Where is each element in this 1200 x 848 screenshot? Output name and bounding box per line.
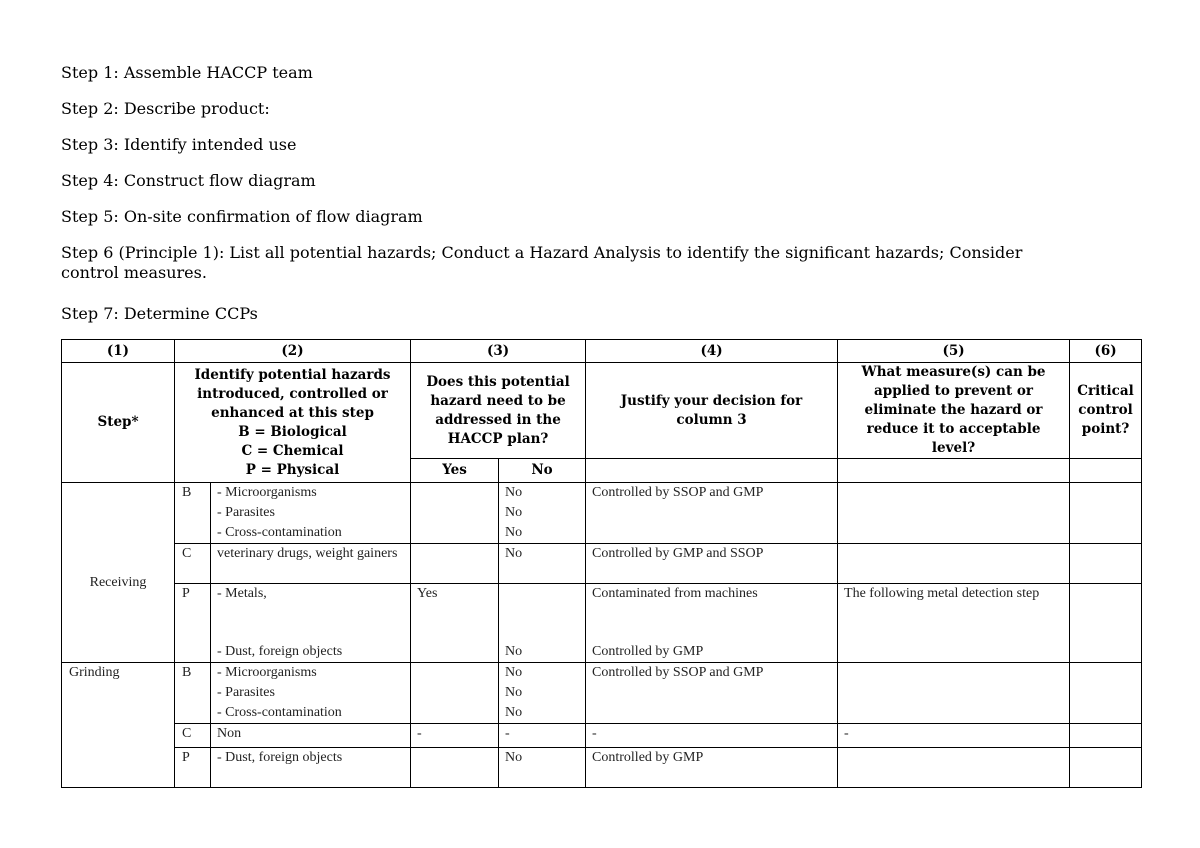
category-p: P [175, 748, 211, 788]
header-measure: What measure(s) can be applied to prevent or eliminate the hazard or reduce it to acceptable level? [838, 363, 1070, 459]
measure-cell: - [838, 724, 1070, 748]
header-ccp-blank [1070, 459, 1142, 483]
yes-cell [411, 663, 499, 724]
justify-cell: Controlled by SSOP and GMP [586, 663, 838, 724]
header-addressed: Does this potential hazard need to be addressed in the HACCP plan? [411, 363, 586, 459]
justify-cell: Controlled by SSOP and GMP [586, 483, 838, 544]
justify-cell: - [586, 724, 838, 748]
col-number-2: (2) [175, 340, 411, 363]
table-row [62, 483, 1142, 544]
col-number-5: (5) [838, 340, 1070, 363]
measure-cell [838, 483, 1070, 544]
header-no: No [499, 459, 586, 483]
header-step: Step* [62, 363, 175, 483]
category-b: B [175, 663, 211, 724]
yes-cell [411, 748, 499, 788]
ccp-cell [1070, 748, 1142, 788]
hazard-analysis-table [61, 339, 1142, 788]
table-row [62, 748, 1142, 788]
ccp-cell [1070, 483, 1142, 544]
header-justify: Justify your decision for column 3 [586, 363, 838, 459]
step-5: Step 5: On-site confirmation of flow diagram [61, 207, 423, 226]
justify-cell: Contaminated from machines Controlled by GMP [586, 584, 838, 663]
hazards-list: - Microorganisms - Parasites - Cross-contamination [211, 483, 411, 544]
no-cell: No [499, 544, 586, 584]
yes-cell [411, 544, 499, 584]
header-measure-blank [838, 459, 1070, 483]
table-row [62, 544, 1142, 584]
measure-cell: The following metal detection step [838, 584, 1070, 663]
step-grinding: Grinding [62, 663, 175, 788]
table-row [62, 584, 1142, 663]
category-c: C [175, 544, 211, 584]
step-2: Step 2: Describe product: [61, 99, 270, 118]
header-justify-blank [586, 459, 838, 483]
hazards-list: - Metals, - Dust, foreign objects [211, 584, 411, 663]
yes-cell: - [411, 724, 499, 748]
col-number-4: (4) [586, 340, 838, 363]
step-1: Step 1: Assemble HACCP team [61, 63, 313, 82]
no-cell: No [499, 748, 586, 788]
ccp-cell [1070, 724, 1142, 748]
header-yes: Yes [411, 459, 499, 483]
step-receiving: Receiving [62, 483, 175, 663]
ccp-cell [1070, 584, 1142, 663]
header-ccp: Critical control point? [1070, 363, 1142, 459]
col-number-1: (1) [62, 340, 175, 363]
measure-cell [838, 748, 1070, 788]
category-b: B [175, 483, 211, 544]
justify-cell: Controlled by GMP [586, 748, 838, 788]
hazards-list: Non [211, 724, 411, 748]
no-cell: No No No [499, 663, 586, 724]
ccp-cell [1070, 544, 1142, 584]
hazards-list: - Dust, foreign objects [211, 748, 411, 788]
measure-cell [838, 663, 1070, 724]
col-number-3: (3) [411, 340, 586, 363]
justify-cell: Controlled by GMP and SSOP [586, 544, 838, 584]
step-3: Step 3: Identify intended use [61, 135, 297, 154]
measure-cell [838, 544, 1070, 584]
hazards-list: - Microorganisms - Parasites - Cross-contamination [211, 663, 411, 724]
category-c: C [175, 724, 211, 748]
table-row [62, 724, 1142, 748]
step-6: Step 6 (Principle 1): List all potential hazards; Conduct a Hazard Analysis to identify the significant hazards; Consider control measures. [61, 243, 1023, 282]
no-cell: - [499, 724, 586, 748]
no-cell: No [499, 584, 586, 663]
ccp-cell [1070, 663, 1142, 724]
col-number-6: (6) [1070, 340, 1142, 363]
step-4: Step 4: Construct flow diagram [61, 171, 316, 190]
hazards-list: veterinary drugs, weight gainers [211, 544, 411, 584]
yes-cell [411, 483, 499, 544]
category-p: P [175, 584, 211, 663]
step-7: Step 7: Determine CCPs [61, 304, 258, 323]
yes-cell: Yes [411, 584, 499, 663]
no-cell: No No No [499, 483, 586, 544]
table-row [62, 663, 1142, 724]
header-identify-hazards: Identify potential hazards introduced, controlled or enhanced at this step B = Biological C = Chemical P = Physical [175, 363, 411, 483]
